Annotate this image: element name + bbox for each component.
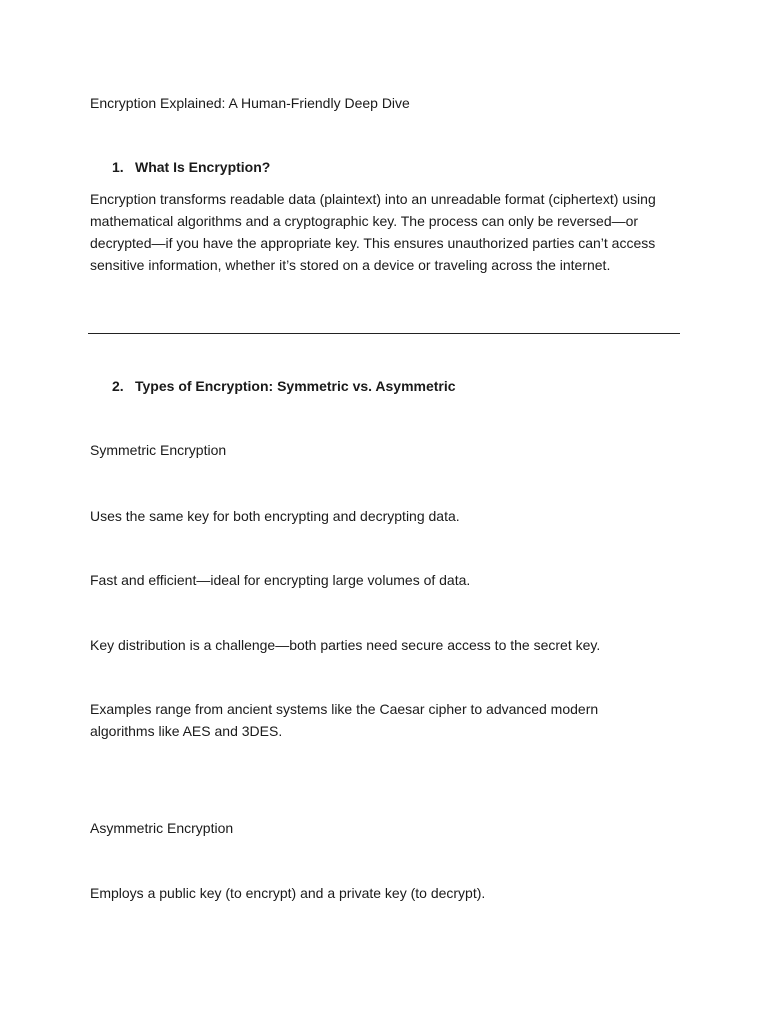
section-1-title: What Is Encryption?: [135, 159, 271, 175]
section-1-number: 1.: [112, 159, 124, 175]
section-2-title: Types of Encryption: Symmetric vs. Asymmetric: [135, 378, 456, 394]
symmetric-subheading: Symmetric Encryption: [90, 442, 227, 458]
asymmetric-point-1: Employs a public key (to encrypt) and a private key (to decrypt).: [90, 885, 486, 901]
symmetric-point-2: Fast and efficient—ideal for encrypting large volumes of data.: [90, 572, 471, 588]
symmetric-point-1: Uses the same key for both encrypting and decrypting data.: [90, 508, 460, 524]
section-2-number: 2.: [112, 378, 124, 394]
horizontal-divider: [88, 333, 680, 334]
section-1-body: Encryption transforms readable data (plaintext) into an unreadable format (ciphertext) using mathematical algorithms and a cryptographic key. The process can only be reversed—or decrypted—if you have the appropriate key. This ensures unauthorized parties can’t access sensitive information, whether it’s stored on a device or traveling across the internet.: [90, 191, 656, 273]
section-2-heading: [112, 375, 456, 397]
document-title: Encryption Explained: A Human-Friendly Deep Dive: [90, 95, 410, 111]
section-1-heading: [112, 156, 270, 178]
symmetric-point-3: Key distribution is a challenge—both parties need secure access to the secret key.: [90, 637, 601, 653]
symmetric-point-4: Examples range from ancient systems like the Caesar cipher to advanced modern algorithms like AES and 3DES.: [90, 701, 599, 739]
asymmetric-subheading: Asymmetric Encryption: [90, 820, 234, 836]
